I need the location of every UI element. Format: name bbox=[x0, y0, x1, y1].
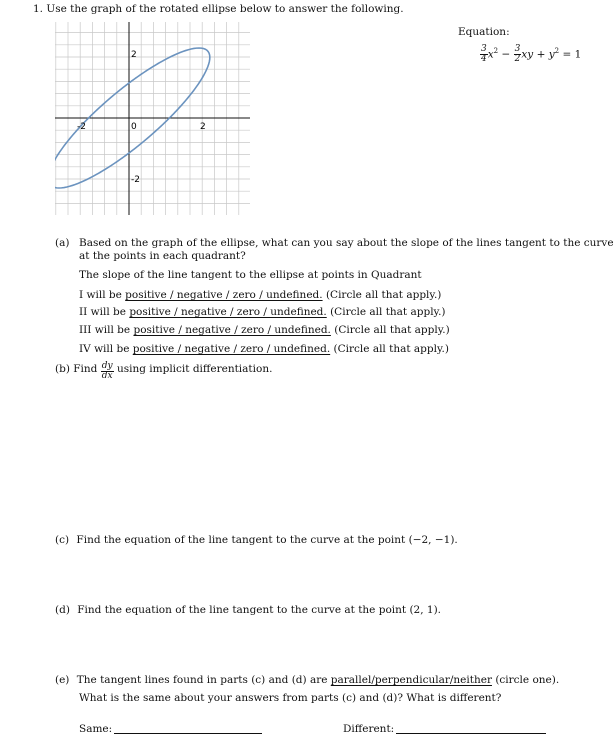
part-b-label: (b) bbox=[55, 363, 70, 375]
different-label: Different: bbox=[343, 723, 395, 735]
part-e-line2: What is the same about your answers from parts (c) and (d)? What is different? bbox=[79, 692, 502, 704]
slope-options[interactable]: positive / negative / zero / undefined. bbox=[132, 343, 331, 355]
equation-fraction-2: $\frac{3}{2}$ bbox=[514, 44, 521, 64]
tick-label-x-neg2: -2 bbox=[77, 122, 86, 132]
equation-minus: − bbox=[501, 48, 511, 61]
tick-label-y-pos2: 2 bbox=[131, 50, 137, 60]
slope-options[interactable]: positive / negative / zero / undefined. bbox=[133, 324, 331, 336]
equation-term-xy: xy bbox=[521, 48, 534, 61]
ellipse-equation: $\frac{3}{4}$ $x^2$ − $\frac{3}{2}$ xy + $y^2 = 1$ bbox=[481, 44, 582, 64]
part-d: (d) Find the equation of the line tangent to the curve at the point (2, 1). bbox=[55, 604, 442, 616]
part-e-label: (e) bbox=[55, 674, 70, 686]
part-a-text-line2: at the points in each quadrant? bbox=[79, 250, 246, 262]
dy-dx-fraction: $\frac{dy}{dx}$ bbox=[101, 361, 113, 381]
quadrant-row: II will be positive / negative / zero / undefined. (Circle all that apply.) bbox=[79, 306, 446, 318]
equation-equals: = 1 bbox=[562, 48, 582, 61]
quadrant-row: IV will be positive / negative / zero / undefined. (Circle all that apply.) bbox=[79, 343, 449, 355]
part-c: (c) Find the equation of the line tangent to the curve at the point (−2, −1). bbox=[55, 534, 458, 546]
part-b: (b) Find $\frac{dy}{dx}$ using implicit differentiation. bbox=[55, 361, 273, 381]
equation-fraction-1: $\frac{3}{4}$ bbox=[481, 44, 487, 64]
equation-term-y2: y bbox=[548, 48, 555, 61]
tick-label-x-pos2: 2 bbox=[200, 122, 206, 132]
relationship-options[interactable]: parallel/perpendicular/neither bbox=[330, 674, 492, 686]
problem-prompt: Use the graph of the rotated ellipse below to answer the following. bbox=[46, 3, 404, 15]
quadrant-row: III will be positive / negative / zero / undefined. (Circle all that apply.) bbox=[79, 324, 450, 336]
part-e: (e) The tangent lines found in parts (c) and (d) are parallel/perpendicular/neither (circle one). bbox=[55, 674, 560, 686]
problem-header bbox=[33, 3, 404, 16]
problem-number: 1. bbox=[33, 3, 44, 15]
tick-label-y-neg2: -2 bbox=[131, 175, 140, 185]
equation-plus: + bbox=[536, 48, 546, 61]
part-c-label: (c) bbox=[55, 534, 70, 546]
part-a-intro: The slope of the line tangent to the ellipse at points in Quadrant bbox=[79, 269, 422, 281]
equation-label: Equation: bbox=[458, 26, 510, 38]
same-label: Same: bbox=[79, 723, 113, 735]
tick-label-origin: 0 bbox=[131, 122, 137, 132]
slope-options[interactable]: positive / negative / zero / undefined. bbox=[129, 306, 327, 318]
part-a-label: (a) bbox=[55, 237, 70, 249]
different-answer-blank[interactable] bbox=[396, 733, 546, 734]
quadrant-row: I will be positive / negative / zero / undefined. (Circle all that apply.) bbox=[79, 289, 442, 301]
part-d-label: (d) bbox=[55, 604, 70, 616]
equation-term-x2: x bbox=[487, 48, 494, 61]
slope-options[interactable]: positive / negative / zero / undefined. bbox=[125, 289, 323, 301]
ellipse-graph bbox=[55, 22, 250, 215]
same-answer-blank[interactable] bbox=[114, 733, 262, 734]
part-a-text-line1: Based on the graph of the ellipse, what can you say about the slope of the lines tangent to the curve bbox=[79, 237, 614, 249]
